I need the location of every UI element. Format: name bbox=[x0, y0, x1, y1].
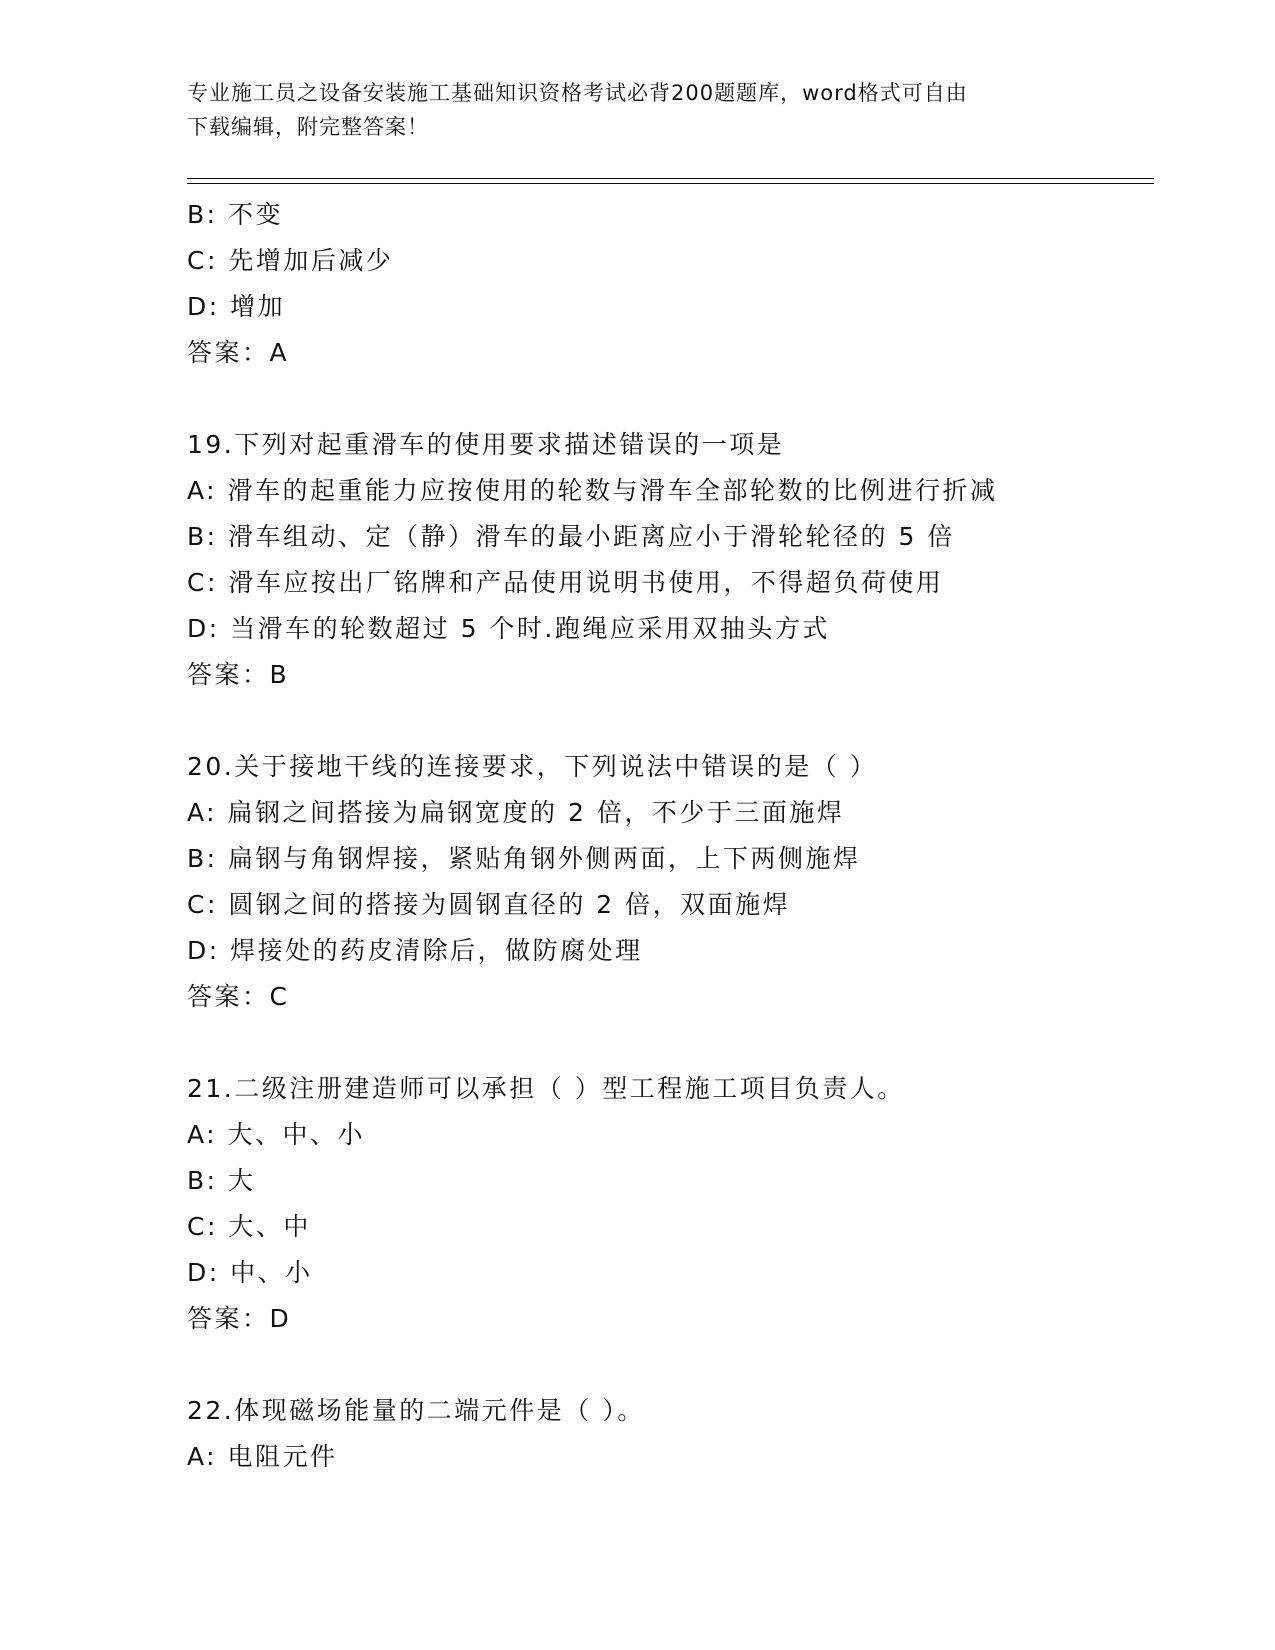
question-stem: 21.二级注册建造师可以承担（ ）型工程施工项目负责人。 bbox=[187, 1074, 905, 1103]
option-c: C: 圆钢之间的搭接为圆钢直径的 2 倍，双面施焊 bbox=[187, 890, 791, 919]
option-a: A: 大、中、小 bbox=[187, 1120, 366, 1149]
spacer bbox=[187, 698, 1154, 744]
header-title-line1: 专业施工员之设备安装施工基础知识资格考试必背200题题库，word格式可自由 bbox=[187, 81, 968, 105]
option-a: A: 电阻元件 bbox=[187, 1442, 338, 1471]
question-19 bbox=[187, 422, 1154, 698]
option-d: D: 中、小 bbox=[187, 1258, 313, 1287]
answer: 答案：C bbox=[187, 982, 290, 1011]
option-a: A: 扁钢之间搭接为扁钢宽度的 2 倍，不少于三面施焊 bbox=[187, 798, 845, 827]
answer: 答案：B bbox=[187, 660, 290, 689]
option-d: D: 增加 bbox=[187, 292, 286, 321]
option-d: D: 焊接处的药皮清除后，做防腐处理 bbox=[187, 936, 643, 965]
option-b: B: 扁钢与角钢焊接，紧贴角钢外侧两面，上下两侧施焊 bbox=[187, 844, 861, 873]
question-18-tail bbox=[187, 192, 1154, 376]
question-stem: 20.关于接地干线的连接要求，下列说法中错误的是（ ） bbox=[187, 752, 878, 781]
question-20 bbox=[187, 744, 1154, 1020]
answer: 答案：D bbox=[187, 1304, 292, 1333]
question-21 bbox=[187, 1066, 1154, 1342]
question-list bbox=[187, 192, 1154, 1480]
option-c: C: 滑车应按出厂铭牌和产品使用说明书使用，不得超负荷使用 bbox=[187, 568, 944, 597]
option-b: B: 不变 bbox=[187, 200, 284, 229]
option-b: B: 大 bbox=[187, 1166, 256, 1195]
option-d: D: 当滑车的轮数超过 5 个时.跑绳应采用双抽头方式 bbox=[187, 614, 830, 643]
question-22 bbox=[187, 1388, 1154, 1480]
document-header bbox=[187, 76, 1067, 144]
question-stem: 19.下列对起重滑车的使用要求描述错误的一项是 bbox=[187, 430, 785, 459]
question-stem: 22.体现磁场能量的二端元件是（ ）。 bbox=[187, 1396, 645, 1425]
option-b: B: 滑车组动、定（静）滑车的最小距离应小于滑轮轮径的 5 倍 bbox=[187, 522, 955, 551]
header-title-line2: 下载编辑，附完整答案！ bbox=[187, 115, 429, 139]
spacer bbox=[187, 1342, 1154, 1388]
header-rule-bottom bbox=[187, 183, 1154, 184]
spacer bbox=[187, 376, 1154, 422]
spacer bbox=[187, 1020, 1154, 1066]
option-c: C: 先增加后减少 bbox=[187, 246, 394, 275]
option-a: A: 滑车的起重能力应按使用的轮数与滑车全部轮数的比例进行折减 bbox=[187, 476, 998, 505]
option-c: C: 大、中 bbox=[187, 1212, 311, 1241]
answer: 答案：A bbox=[187, 338, 290, 367]
header-rule-top bbox=[187, 178, 1154, 179]
